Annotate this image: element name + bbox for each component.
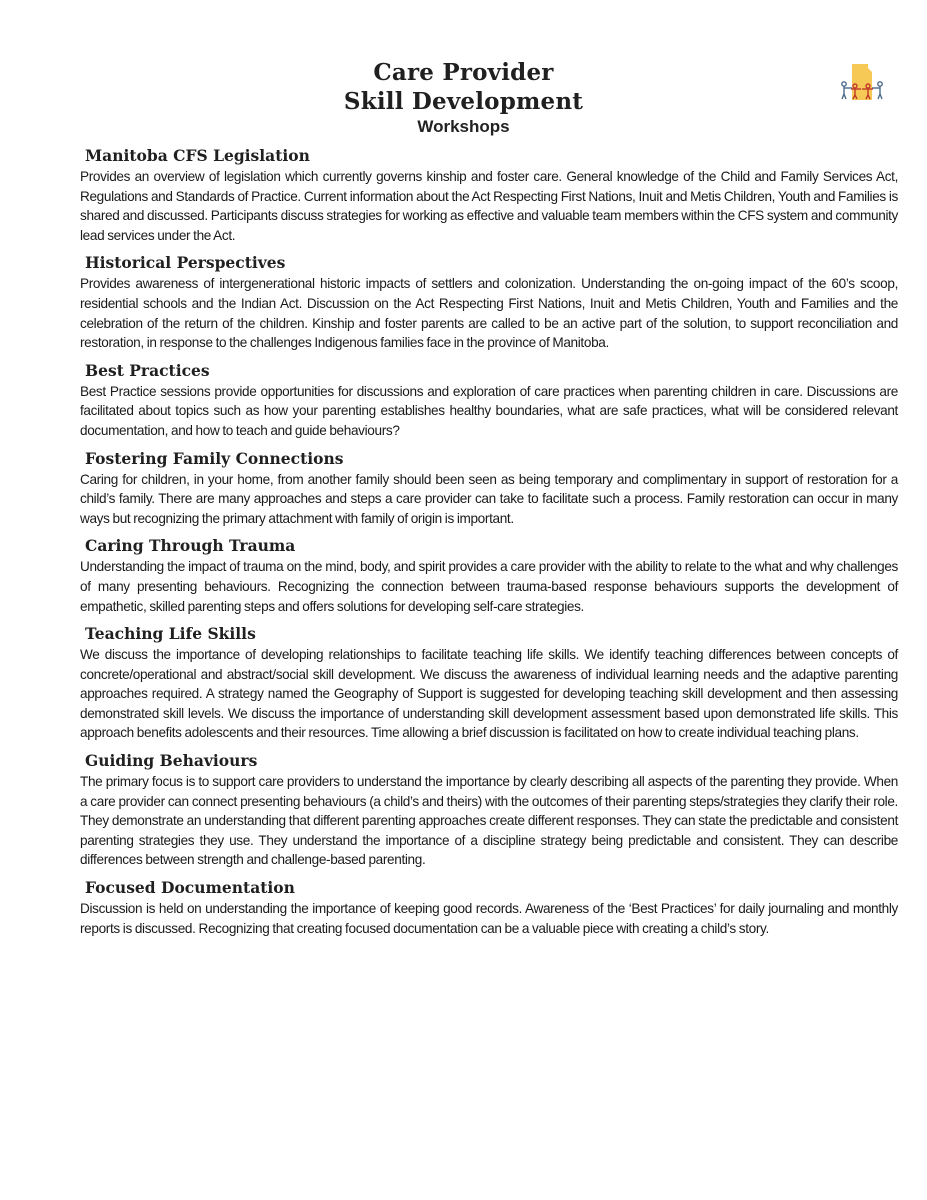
title-line-2: Skill Development: [343, 88, 584, 115]
section-body: Discussion is held on understanding the importance of keeping good records. Awareness of the ‘Best Practices’ for daily journaling and monthly reports is discussed. Recognizing that creating focused documentation can be a valuable piece with creating a child’s story.: [80, 901, 898, 936]
section-heading: Guiding Behaviours: [85, 751, 258, 771]
section-body: Provides awareness of intergenerational historic impacts of settlers and colonization. Understanding the on-going impact of the 60’s scoop, residential schools and the Indian Act. Discussion on the Act Respecting First Nations, Inuit and Metis Children, Youth and Families and the celebration of the return of the children. Kinship and foster parents are called to be an active part of the solution, to support reconciliation and restoration, in response to the challenges Indigenous families face in the province of Manitoba.: [80, 276, 898, 351]
section-heading: Fostering Family Connections: [85, 448, 344, 468]
section-heading: Teaching Life Skills: [85, 624, 256, 644]
workshop-section: [80, 536, 898, 616]
section-body: Provides an overview of legislation which currently governs kinship and foster care. General knowledge of the Child and Family Services Act, Regulations and Standards of Practice. Current information about the Act Respecting First Nations, Inuit and Metis Children, Youth and Families is shared and discussed. Participants discuss strategies for working as effective and valuable team members within the CFS system and community lead services under the Act.: [80, 169, 898, 243]
section-body: Caring for children, in your home, from another family should been seen as being temporary and complimentary in support of restoration for a child’s family. There are many approaches and steps a care provider can take to facilitate such a process. Family restoration can occur in many ways but recognizing the primary attachment with family of origin is important.: [80, 471, 898, 526]
section-body: Understanding the impact of trauma on the mind, body, and spirit provides a care provider with the ability to relate to the what and why challenges of many presenting behaviours. Recognizing the connection between trauma-based response behaviours supports the development of empathetic, skilled parenting steps and offers solutions for developing self-care strategies.: [80, 559, 898, 614]
workshop-section: [80, 624, 898, 743]
workshop-section: [80, 361, 898, 441]
section-heading: Caring Through Trauma: [85, 536, 296, 556]
workshop-section: [80, 449, 898, 529]
section-heading: Best Practices: [85, 360, 210, 380]
section-heading: Manitoba CFS Legislation: [85, 146, 310, 165]
section-heading: Focused Documentation: [85, 878, 295, 898]
section-body: Best Practice sessions provide opportunities for discussions and exploration of care practices when parenting children in care. Discussions are facilitated about topics such as how your parenting establishes healthy boundaries, what are safe practices, what will be considered relevant documentation, and how to teach and guide behaviours?: [80, 383, 898, 438]
manitoba-families-logo-icon: [838, 62, 886, 102]
document-header: [0, 58, 927, 138]
workshop-list: [80, 146, 898, 946]
section-body: We discuss the importance of developing relationships to facilitate teaching life skills. We identify teaching differences between concepts of concrete/operational and abstract/social skill development. We discuss the awareness of individual learning needs and the adaptive parenting approaches required. A strategy named the Geography of Support is suggested for developing teaching skill development and then assessing demonstrated skill levels. We discuss the importance of understanding skill development assessment based upon demonstrated life skills. This approach benefits adolescents and their resources. Time allowing a brief discussion is facilitated on how to create individual teaching plans.: [80, 647, 898, 741]
subtitle: Workshops: [417, 117, 510, 136]
workshop-section: [80, 878, 898, 938]
workshop-section: [80, 253, 898, 352]
title-line-1: Care Provider: [373, 59, 554, 86]
section-heading: Historical Perspectives: [85, 253, 286, 273]
workshop-section: [80, 751, 898, 870]
section-body: The primary focus is to support care providers to understand the importance by clearly describing all aspects of the parenting they provide. When a care provider can connect presenting behaviours (a child’s and theirs) with the outcomes of their parenting steps/strategies they clarify their role. They demonstrate an understanding that different parenting approaches create different responses. They can state the predictable and consistent parenting strategies they use. They understand the importance of a discipline strategy being predictable and consistent. They can describe differences between strength and challenge-based parenting.: [80, 774, 898, 868]
workshop-section: [80, 146, 898, 245]
